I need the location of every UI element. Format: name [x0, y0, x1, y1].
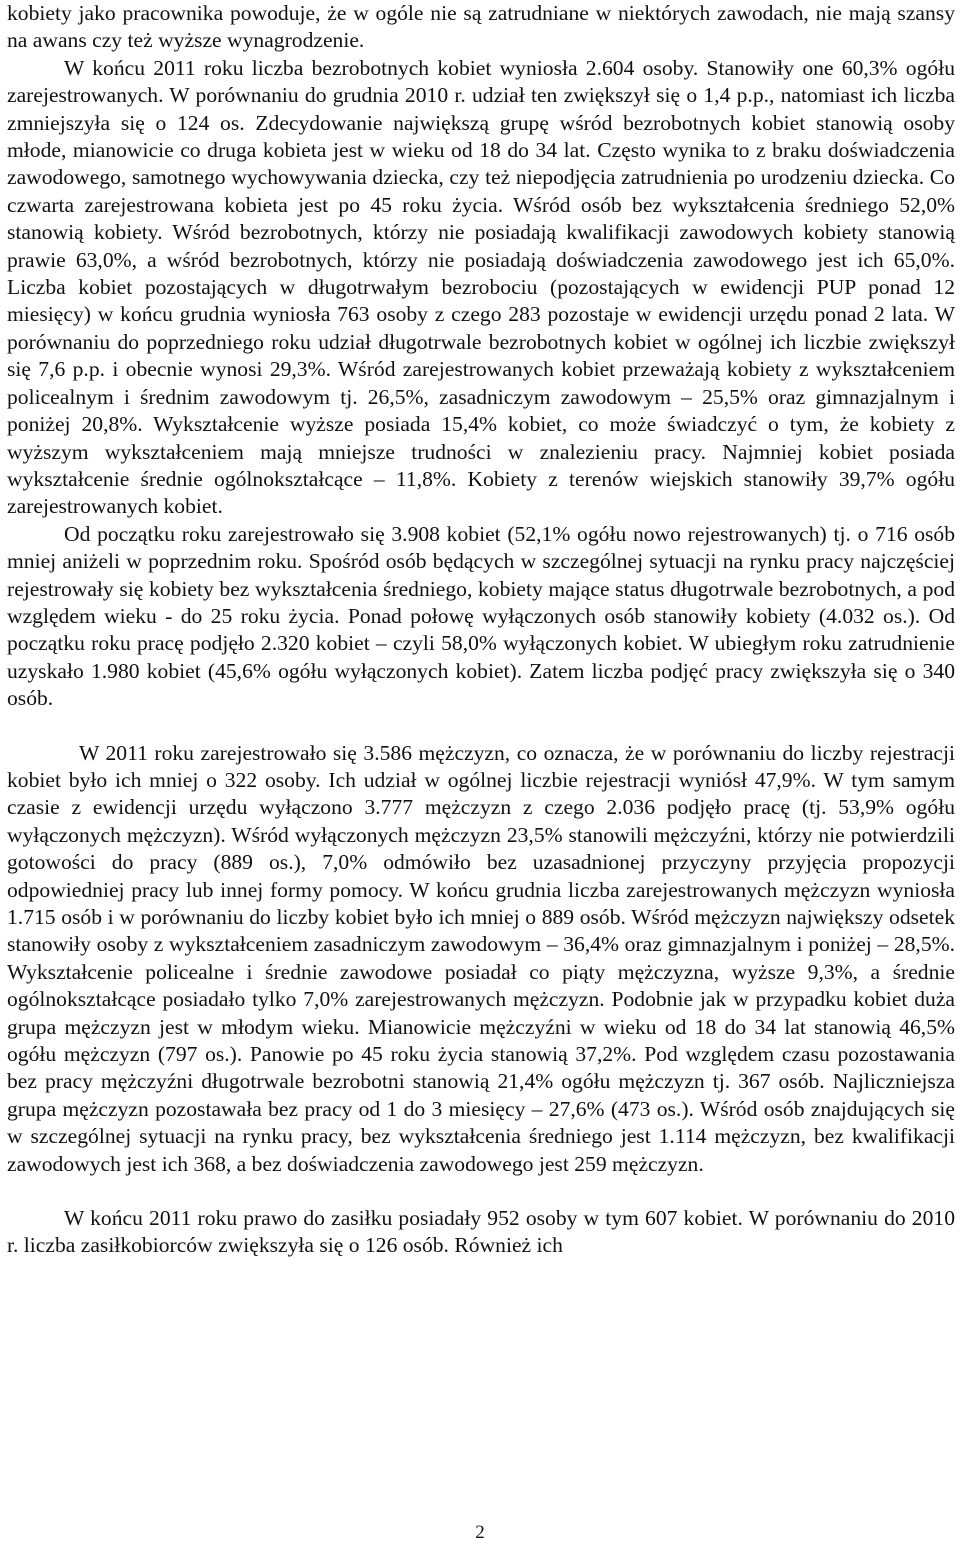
paragraph-women-unemployment: W końcu 2011 roku liczba bezrobotnych kobiet wyniosła 2.604 osoby. Stanowiły one 60,3% ogółu zarejestrowanych. W porównaniu do grudnia 2010 r. udział ten zwiększył się o 1,4 p.p., natomiast ich liczba zmniejszyła się o 124 os. Zdecydowanie największą grupę wśród bezrobotnych kobiet stanowią osoby młode, mianowicie co druga kobieta jest w wieku od 18 do 34 lat. Często wynika to z braku doświadczenia zawodowego, samotnego wychowywania dziecka, czy też niepodjęcia zatrudnienia po urodzeniu dziecka. Co czwarta zarejestrowana kobieta jest po 45 roku życia. Wśród osób bez wykształcenia średniego 52,0% stanowią kobiety. Wśród bezrobotnych, którzy nie posiadają kwalifikacji zawodowych kobiety stanowią prawie 63,0%, a wśród bezrobotnych, którzy nie posiadają doświadczenia zawodowego jest ich 65,0%. Liczba kobiet pozostających w długotrwałym bezrobociu (pozostających w ewidencji PUP ponad 12 miesięcy) w końcu grudnia wyniosła 763 osoby z czego 283 pozostaje w ewidencji urzędu ponad 2 lata. W porównaniu do poprzedniego roku udział długotrwale bezrobotnych kobiet w ogólnej ich liczbie zwiększył się 7,6 p.p. i obecnie wynosi 29,3%. Wśród zarejestrowanych kobiet przeważają kobiety z wykształceniem policealnym i średnim zawodowym tj. 26,5%, zasadniczym zawodowym – 25,5% oraz gimnazjalnym i poniżej 20,8%. Wykształcenie wyższe posiada 15,4% kobiet, co może świadczyć o tym, że kobiety z wyższym wykształceniem mają mniejsze trudności w znalezieniu pracy. Najmniej kobiet posiada wykształcenie średnie ogólnokształcące – 11,8%. Kobiety z terenów wiejskich stanowiły 39,7% ogółu zarejestrowanych kobiet. — [7, 55, 955, 519]
paragraph-women-registrations: Od początku roku zarejestrowało się 3.908 kobiet (52,1% ogółu nowo rejestrowanych) tj. o 716 osób mniej aniżeli w poprzednim roku. Spośród osób będących w szczególnej sytuacji na rynku pracy najczęściej rejestrowały się kobiety bez wykształcenia średniego, kobiety mające status długotrwale bezrobotnych, a pod względem wieku - do 25 roku życia. Ponad połowę wyłączonych osób stanowiły kobiety (4.032 os.). Od początku roku pracę podjęło 2.320 kobiet – czyli 58,0% wyłączonych kobiet. W ubiegłym roku zatrudnienie uzyskało 1.980 kobiet (45,6% ogółu wyłączonych kobiet). Zatem liczba podjęć pracy zwiększyła się o 340 osób. — [7, 521, 955, 711]
paragraph-spacer — [7, 713, 955, 740]
page-number: 2 — [475, 1522, 485, 1543]
paragraph-continuation: kobiety jako pracownika powoduje, że w ogóle nie są zatrudniane w niektórych zawodach, nie mają szansy na awans czy też wyższe wynagrodzenie. — [7, 1, 955, 53]
paragraph-spacer — [7, 1178, 955, 1205]
paragraph-men-unemployment: W 2011 roku zarejestrowało się 3.586 mężczyzn, co oznacza, że w porównaniu do liczby rejestracji kobiet było ich mniej o 322 osoby. Ich udział w ogólnej liczbie rejestracji wyniósł 47,9%. W tym samym czasie z ewidencji urzędu wyłączono 3.777 mężczyzn z czego 2.036 podjęło pracę (tj. 53,9% ogółu wyłączonych mężczyzn). Wśród wyłączonych mężczyzn 23,5% stanowili mężczyźni, którzy nie potwierdzili gotowości do pracy (889 os.), 7,0% odmówiło bez uzasadnionej przyczyny przyjęcia propozycji odpowiedniej pracy lub innej formy pomocy. W końcu grudnia liczba zarejestrowanych mężczyzn wyniosła 1.715 osób i w porównaniu do liczby kobiet było ich mniej o 889 osób. Wśród mężczyzn największy odsetek stanowiły osoby z wykształceniem zasadniczym zawodowym – 36,4% oraz gimnazjalnym i poniżej – 28,5%. Wykształcenie policealne i średnie zawodowe posiadał co piąty mężczyzna, wyższe 9,3%, a średnie ogólnokształcące posiadało tylko 7,0% zarejestrowanych mężczyzn. Podobnie jak w przypadku kobiet duża grupa mężczyzn jest w młodym wieku. Mianowicie mężczyźni w wieku od 18 do 34 lat stanowią 46,5% ogółu mężczyzn (797 os.). Panowie po 45 roku życia stanowią 37,2%. Pod względem czasu pozostawania bez pracy mężczyźni długotrwale bezrobotni stanowią 21,4% ogółu mężczyzn tj. 367 osób. Najliczniejsza grupa mężczyzn pozostawała bez pracy od 1 do 3 miesięcy – 27,6% (473 os.). Wśród osób znajdujących się w szczególnej sytuacji na rynku pracy, bez wykształcenia średniego jest 1.114 mężczyzn, bez kwalifikacji zawodowych jest ich 368, a bez doświadczenia zawodowego jest 259 mężczyzn. — [7, 740, 955, 1176]
document-page — [7, 0, 955, 1260]
paragraph-benefits: W końcu 2011 roku prawo do zasiłku posiadały 952 osoby w tym 607 kobiet. W porównaniu do 2010 r. liczba zasiłkobiorców zwiększyła się o 126 osób. Również ich — [7, 1206, 955, 1258]
